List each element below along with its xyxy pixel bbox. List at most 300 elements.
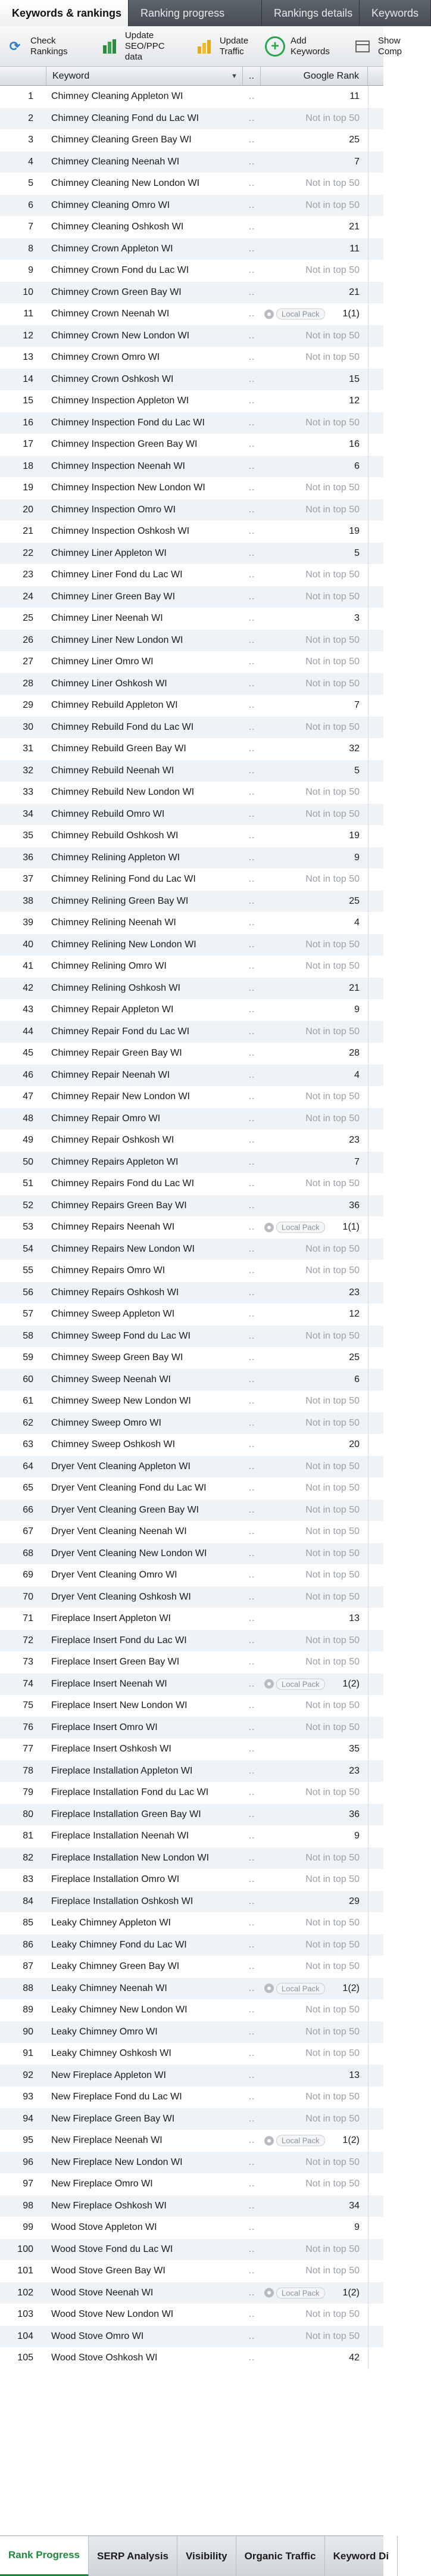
row-dots-cell[interactable]: .. [248,917,255,928]
row-dots-cell[interactable]: .. [248,461,255,471]
keyword-cell[interactable]: Wood Stove New London WI [51,2309,174,2320]
bottom-tab-organic-traffic[interactable]: Organic Traffic [236,2536,325,2576]
keyword-cell[interactable]: New Fireplace Appleton WI [51,2070,166,2080]
row-dots-cell[interactable]: .. [248,330,255,341]
keyword-cell[interactable]: Fireplace Installation Fond du Lac WI [51,1787,209,1798]
keyword-cell[interactable]: Chimney Inspection Fond du Lac WI [51,417,205,428]
row-dots-cell[interactable]: .. [248,1570,255,1581]
row-dots-cell[interactable]: .. [248,1722,255,1732]
keyword-cell[interactable]: New Fireplace Neenah WI [51,2135,163,2146]
table-row[interactable] [0,303,383,325]
table-row[interactable] [0,2282,383,2304]
table-row[interactable] [0,717,383,739]
row-dots-cell[interactable]: .. [248,439,255,450]
table-row[interactable] [0,434,383,456]
row-dots-cell[interactable]: .. [248,417,255,428]
table-row[interactable] [0,1673,383,1695]
table-row[interactable] [0,1891,383,1913]
keyword-cell[interactable]: Fireplace Installation New London WI [51,1852,210,1863]
table-row[interactable] [0,260,383,282]
table-row[interactable] [0,1564,383,1586]
table-row[interactable] [0,1434,383,1456]
row-dots-cell[interactable]: .. [248,1243,255,1254]
row-dots-cell[interactable]: .. [248,1222,255,1233]
keyword-cell[interactable]: Chimney Crown Fond du Lac WI [51,265,189,276]
table-row[interactable] [0,1934,383,1956]
keyword-cell[interactable]: Chimney Repair Green Bay WI [51,1048,182,1059]
table-row[interactable] [0,1999,383,2021]
keyword-cell[interactable]: Chimney Cleaning Oshkosh WI [51,222,184,232]
table-row[interactable] [0,1326,383,1348]
keyword-cell[interactable]: Dryer Vent Cleaning Oshkosh WI [51,1591,191,1602]
row-dots-cell[interactable]: .. [248,243,255,254]
keyword-cell[interactable]: Dryer Vent Cleaning New London WI [51,1548,207,1558]
table-row[interactable] [0,999,383,1021]
row-dots-cell[interactable]: .. [248,2048,255,2059]
add-keywords-button[interactable] [260,26,348,66]
keyword-cell[interactable]: Chimney Crown Green Bay WI [51,287,182,297]
header-google-rank-column[interactable]: Google Rank [261,67,368,85]
table-row[interactable] [0,912,383,934]
keyword-cell[interactable]: Chimney Sweep Green Bay WI [51,1352,183,1363]
row-dots-cell[interactable]: .. [248,1700,255,1711]
keyword-cell[interactable]: Chimney Liner Omro WI [51,657,154,667]
row-dots-cell[interactable]: .. [248,678,255,689]
update-traffic-button[interactable] [189,26,260,66]
keyword-cell[interactable]: Fireplace Insert Appleton WI [51,1613,171,1624]
keyword-cell[interactable]: Leaky Chimney Fond du Lac WI [51,1939,187,1950]
row-dots-cell[interactable]: .. [248,1265,255,1276]
table-row[interactable] [0,1782,383,1804]
table-row[interactable] [0,1108,383,1130]
tab-keywords-rankings[interactable]: Keywords & rankings [0,0,129,26]
table-row[interactable] [0,325,383,347]
keyword-cell[interactable]: Chimney Sweep Neenah WI [51,1374,171,1385]
row-dots-cell[interactable]: .. [248,1461,255,1471]
keyword-cell[interactable]: Chimney Relining Oshkosh WI [51,982,180,993]
row-dots-cell[interactable]: .. [248,2092,255,2102]
table-row[interactable] [0,1369,383,1391]
table-row[interactable] [0,2043,383,2065]
keyword-cell[interactable]: Chimney Relining Green Bay WI [51,895,189,906]
keyword-cell[interactable]: Leaky Chimney Appleton WI [51,1918,171,1928]
keyword-cell[interactable]: Chimney Rebuild Fond du Lac WI [51,721,194,732]
row-dots-cell[interactable]: .. [248,1396,255,1407]
row-dots-cell[interactable]: .. [248,874,255,885]
table-row[interactable] [0,1152,383,1174]
row-dots-cell[interactable]: .. [248,1657,255,1667]
table-row[interactable] [0,2130,383,2152]
keyword-cell[interactable]: Chimney Repairs Oshkosh WI [51,1287,179,1298]
table-row[interactable] [0,1456,383,1478]
row-dots-cell[interactable]: .. [248,2179,255,2189]
table-row[interactable] [0,651,383,673]
table-row[interactable] [0,934,383,956]
row-dots-cell[interactable]: .. [248,1918,255,1928]
table-row[interactable] [0,1630,383,1652]
row-dots-cell[interactable]: .. [248,135,255,145]
bottom-tab-serp-analysis[interactable]: SERP Analysis [89,2536,177,2576]
table-row[interactable] [0,108,383,130]
table-row[interactable] [0,1390,383,1413]
table-row[interactable] [0,1260,383,1282]
keyword-cell[interactable]: Chimney Repair Appleton WI [51,1004,174,1015]
row-dots-cell[interactable]: .. [248,156,255,167]
keyword-cell[interactable]: Fireplace Installation Appleton WI [51,1765,193,1776]
keyword-cell[interactable]: Chimney Inspection New London WI [51,483,205,493]
keyword-cell[interactable]: Chimney Liner New London WI [51,634,183,645]
keyword-cell[interactable]: Leaky Chimney Omro WI [51,2026,158,2037]
table-row[interactable] [0,2152,383,2174]
row-dots-cell[interactable]: .. [248,547,255,558]
keyword-cell[interactable]: Fireplace Insert Green Bay WI [51,1657,180,1667]
keyword-cell[interactable]: Chimney Rebuild Oshkosh WI [51,830,179,841]
keyword-cell[interactable]: New Fireplace New London WI [51,2157,183,2167]
row-dots-cell[interactable]: .. [248,1744,255,1754]
keyword-cell[interactable]: Chimney Cleaning Appleton WI [51,91,183,102]
keyword-cell[interactable]: Chimney Relining Appleton WI [51,852,180,863]
table-row[interactable] [0,1021,383,1043]
keyword-cell[interactable]: Chimney Liner Neenah WI [51,613,163,624]
keyword-cell[interactable]: Chimney Sweep Appleton WI [51,1309,175,1320]
keyword-cell[interactable]: Dryer Vent Cleaning Fond du Lac WI [51,1483,207,1494]
row-dots-cell[interactable]: .. [248,1135,255,1146]
table-row[interactable] [0,282,383,304]
table-row[interactable] [0,1543,383,1565]
keyword-cell[interactable]: Wood Stove Fond du Lac WI [51,2244,173,2254]
table-row[interactable] [0,390,383,412]
update-seo-ppc-button[interactable] [95,26,189,66]
keyword-cell[interactable]: Leaky Chimney New London WI [51,2005,188,2015]
bottom-tab-keyword-difficulty[interactable]: Keyword Di [325,2536,398,2576]
keyword-cell[interactable]: Wood Stove Appleton WI [51,2222,157,2233]
keyword-cell[interactable]: Chimney Inspection Green Bay WI [51,439,198,450]
keyword-cell[interactable]: Chimney Cleaning Fond du Lac WI [51,113,199,123]
keyword-cell[interactable]: Chimney Rebuild Green Bay WI [51,743,186,754]
keyword-cell[interactable]: Chimney Liner Green Bay WI [51,591,176,602]
table-row[interactable] [0,151,383,173]
table-row[interactable] [0,782,383,804]
keyword-cell[interactable]: Chimney Rebuild Neenah WI [51,765,174,776]
keyword-cell[interactable]: Dryer Vent Cleaning Neenah WI [51,1526,187,1537]
table-row[interactable] [0,1086,383,1108]
row-dots-cell[interactable]: .. [248,2070,255,2080]
table-row[interactable] [0,521,383,543]
table-row[interactable] [0,543,383,565]
row-dots-cell[interactable]: .. [248,1352,255,1363]
row-dots-cell[interactable]: .. [248,483,255,493]
header-dots-column[interactable]: .. [243,67,261,85]
table-row[interactable] [0,1347,383,1369]
row-dots-cell[interactable]: .. [248,1069,255,1080]
row-dots-cell[interactable]: .. [248,1048,255,1059]
table-row[interactable] [0,1477,383,1499]
header-number-column[interactable] [0,67,46,85]
keyword-cell[interactable]: Chimney Relining New London WI [51,939,196,950]
row-dots-cell[interactable]: .. [248,178,255,189]
row-dots-cell[interactable]: .. [248,2005,255,2015]
table-row[interactable] [0,1912,383,1934]
keyword-cell[interactable]: Chimney Sweep New London WI [51,1396,191,1407]
tab-ranking-progress[interactable]: Ranking progress [129,0,262,26]
table-row[interactable] [0,2304,383,2326]
table-row[interactable] [0,956,383,978]
table-row[interactable] [0,1695,383,1717]
row-dots-cell[interactable]: .. [248,721,255,732]
table-row[interactable] [0,1195,383,1217]
row-dots-cell[interactable]: .. [248,1200,255,1211]
table-row[interactable] [0,1173,383,1195]
row-dots-cell[interactable]: .. [248,1831,255,1841]
keyword-cell[interactable]: Fireplace Installation Oshkosh WI [51,1896,193,1906]
row-dots-cell[interactable]: .. [248,2113,255,2124]
keyword-cell[interactable]: Chimney Cleaning Neenah WI [51,156,180,167]
row-dots-cell[interactable]: .. [248,1548,255,1558]
row-dots-cell[interactable]: .. [248,1635,255,1645]
keyword-cell[interactable]: Fireplace Insert New London WI [51,1700,188,1711]
row-dots-cell[interactable]: .. [248,961,255,972]
row-dots-cell[interactable]: .. [248,2222,255,2233]
row-dots-cell[interactable]: .. [248,2331,255,2341]
table-row[interactable] [0,1738,383,1760]
keyword-cell[interactable]: Chimney Liner Appleton WI [51,547,167,558]
keyword-cell[interactable]: Fireplace Insert Neenah WI [51,1678,167,1689]
row-dots-cell[interactable]: .. [248,1026,255,1037]
table-row[interactable] [0,804,383,826]
keyword-cell[interactable]: Chimney Repairs Appleton WI [51,1156,179,1167]
row-dots-cell[interactable]: .. [248,1852,255,1863]
bottom-tab-rank-progress[interactable]: Rank Progress [0,2536,89,2576]
table-row[interactable] [0,1956,383,1978]
table-row[interactable] [0,1825,383,1847]
table-row[interactable] [0,1413,383,1435]
keyword-cell[interactable]: Fireplace Insert Omro WI [51,1722,158,1732]
table-row[interactable] [0,238,383,260]
row-dots-cell[interactable]: .. [248,2157,255,2167]
row-dots-cell[interactable]: .. [248,1330,255,1341]
table-row[interactable] [0,1043,383,1065]
row-dots-cell[interactable]: .. [248,982,255,993]
row-dots-cell[interactable]: .. [248,91,255,102]
row-dots-cell[interactable]: .. [248,657,255,667]
keyword-cell[interactable]: New Fireplace Oshkosh WI [51,2200,167,2211]
table-row[interactable] [0,1499,383,1522]
table-row[interactable] [0,2347,383,2369]
table-row[interactable] [0,825,383,847]
keyword-cell[interactable]: Chimney Repairs Omro WI [51,1265,165,1276]
row-dots-cell[interactable]: .. [248,1113,255,1124]
table-row[interactable] [0,1130,383,1152]
table-row[interactable] [0,499,383,521]
table-row[interactable] [0,608,383,630]
table-row[interactable] [0,2108,383,2130]
table-row[interactable] [0,1847,383,1869]
row-dots-cell[interactable]: .. [248,1091,255,1102]
row-dots-cell[interactable]: .. [248,2135,255,2146]
keyword-cell[interactable]: Leaky Chimney Green Bay WI [51,1961,180,1972]
table-row[interactable] [0,891,383,913]
keyword-cell[interactable]: Chimney Repair Fond du Lac WI [51,1026,190,1037]
row-dots-cell[interactable]: .. [248,2026,255,2037]
table-row[interactable] [0,2217,383,2239]
row-dots-cell[interactable]: .. [248,743,255,754]
table-row[interactable] [0,673,383,695]
keyword-cell[interactable]: Chimney Repairs Fond du Lac WI [51,1178,195,1189]
keyword-cell[interactable]: Chimney Inspection Omro WI [51,504,176,515]
row-dots-cell[interactable]: .. [248,1787,255,1798]
row-dots-cell[interactable]: .. [248,895,255,906]
row-dots-cell[interactable]: .. [248,2309,255,2320]
row-dots-cell[interactable]: .. [248,634,255,645]
keyword-cell[interactable]: Fireplace Installation Omro WI [51,1874,180,1885]
keyword-cell[interactable]: Chimney Liner Oshkosh WI [51,678,167,689]
keyword-cell[interactable]: New Fireplace Fond du Lac WI [51,2092,182,2102]
row-dots-cell[interactable]: .. [248,1678,255,1689]
table-row[interactable] [0,2239,383,2261]
bottom-tab-visibility[interactable]: Visibility [177,2536,236,2576]
table-row[interactable] [0,1586,383,1609]
keyword-cell[interactable]: Fireplace Insert Oshkosh WI [51,1744,171,1754]
keyword-cell[interactable]: Wood Stove Green Bay WI [51,2266,165,2276]
row-dots-cell[interactable]: .. [248,2266,255,2276]
keyword-cell[interactable]: Dryer Vent Cleaning Appleton WI [51,1461,190,1471]
row-dots-cell[interactable]: .. [248,2244,255,2254]
row-dots-cell[interactable]: .. [248,2353,255,2363]
table-row[interactable] [0,173,383,195]
row-dots-cell[interactable]: .. [248,1439,255,1450]
table-row[interactable] [0,738,383,760]
table-row[interactable] [0,847,383,869]
row-dots-cell[interactable]: .. [248,570,255,580]
row-dots-cell[interactable]: .. [248,1483,255,1494]
table-row[interactable] [0,630,383,652]
row-dots-cell[interactable]: .. [248,1156,255,1167]
keyword-cell[interactable]: Wood Stove Omro WI [51,2331,144,2341]
keyword-cell[interactable]: Chimney Inspection Appleton WI [51,396,189,406]
row-dots-cell[interactable]: .. [248,1287,255,1298]
table-row[interactable] [0,1869,383,1891]
header-keyword-column[interactable] [46,67,243,85]
row-dots-cell[interactable]: .. [248,700,255,711]
row-dots-cell[interactable]: .. [248,1417,255,1428]
table-row[interactable] [0,347,383,369]
row-dots-cell[interactable]: .. [248,613,255,624]
table-row[interactable] [0,195,383,217]
table-row[interactable] [0,129,383,151]
tab-keywords[interactable]: Keywords [360,0,431,26]
row-dots-cell[interactable]: .. [248,287,255,297]
table-row[interactable] [0,369,383,391]
keyword-cell[interactable]: Chimney Crown Omro WI [51,352,160,363]
row-dots-cell[interactable]: .. [248,1591,255,1602]
keyword-cell[interactable]: Chimney Inspection Oshkosh WI [51,526,190,537]
keyword-cell[interactable]: Chimney Liner Fond du Lac WI [51,570,183,580]
table-row[interactable] [0,456,383,478]
row-dots-cell[interactable]: .. [248,309,255,319]
keyword-cell[interactable]: Chimney Rebuild New London WI [51,787,195,798]
row-dots-cell[interactable]: .. [248,1004,255,1015]
table-row[interactable] [0,1651,383,1673]
table-row[interactable] [0,1978,383,2000]
table-row[interactable] [0,2173,383,2195]
table-row[interactable] [0,1282,383,1304]
table-row[interactable] [0,216,383,238]
keyword-cell[interactable]: Chimney Cleaning New London WI [51,178,200,189]
keyword-cell[interactable]: Wood Stove Neenah WI [51,2287,154,2298]
table-row[interactable] [0,2326,383,2348]
keyword-cell[interactable]: Dryer Vent Cleaning Green Bay WI [51,1504,199,1515]
keyword-cell[interactable]: Fireplace Installation Green Bay WI [51,1809,201,1819]
keyword-cell[interactable]: Dryer Vent Cleaning Omro WI [51,1570,177,1581]
keyword-cell[interactable]: Chimney Rebuild Omro WI [51,808,165,819]
keyword-cell[interactable]: Chimney Sweep Omro WI [51,1417,161,1428]
table-row[interactable] [0,2021,383,2043]
show-button[interactable] [348,26,402,66]
row-dots-cell[interactable]: .. [248,200,255,210]
table-row[interactable] [0,2086,383,2108]
table-row[interactable] [0,1303,383,1326]
table-row[interactable] [0,412,383,434]
table-row[interactable] [0,1760,383,1782]
keyword-cell[interactable]: Chimney Crown Neenah WI [51,309,170,319]
keyword-cell[interactable]: Chimney Crown Appleton WI [51,243,173,254]
row-dots-cell[interactable]: .. [248,113,255,123]
row-dots-cell[interactable]: .. [248,504,255,515]
row-dots-cell[interactable]: .. [248,396,255,406]
keyword-cell[interactable]: Chimney Relining Fond du Lac WI [51,874,196,885]
table-row[interactable] [0,1239,383,1261]
keyword-cell[interactable]: Chimney Repair Neenah WI [51,1069,170,1080]
row-dots-cell[interactable]: .. [248,765,255,776]
row-dots-cell[interactable]: .. [248,1374,255,1385]
table-row[interactable] [0,1217,383,1239]
row-dots-cell[interactable]: .. [248,808,255,819]
keyword-cell[interactable]: Fireplace Insert Fond du Lac WI [51,1635,187,1645]
table-row[interactable] [0,1065,383,1087]
keyword-cell[interactable]: Chimney Repair Oshkosh WI [51,1135,174,1146]
keyword-cell[interactable]: Chimney Relining Neenah WI [51,917,176,928]
keyword-cell[interactable]: Chimney Repair Omro WI [51,1113,161,1124]
table-row[interactable] [0,2065,383,2087]
keyword-cell[interactable]: Chimney Cleaning Green Bay WI [51,135,192,145]
keyword-cell[interactable]: Chimney Inspection Neenah WI [51,461,185,471]
keyword-cell[interactable]: Chimney Repair New London WI [51,1091,190,1102]
row-dots-cell[interactable]: .. [248,2200,255,2211]
tab-rankings-details[interactable]: Rankings details [262,0,360,26]
table-row[interactable] [0,1608,383,1630]
row-dots-cell[interactable]: .. [248,1939,255,1950]
table-row[interactable] [0,978,383,1000]
keyword-cell[interactable]: Chimney Sweep Fond du Lac WI [51,1330,190,1341]
keyword-cell[interactable]: Leaky Chimney Oshkosh WI [51,2048,171,2059]
row-dots-cell[interactable]: .. [248,830,255,841]
keyword-cell[interactable]: New Fireplace Green Bay WI [51,2113,175,2124]
row-dots-cell[interactable]: .. [248,2287,255,2298]
table-row[interactable] [0,586,383,608]
keyword-cell[interactable]: Chimney Cleaning Omro WI [51,200,170,210]
keyword-cell[interactable]: New Fireplace Omro WI [51,2179,153,2189]
row-dots-cell[interactable]: .. [248,852,255,863]
row-dots-cell[interactable]: .. [248,1961,255,1972]
table-row[interactable] [0,2260,383,2282]
row-dots-cell[interactable]: .. [248,1874,255,1885]
table-row[interactable] [0,1717,383,1739]
check-rankings-button[interactable] [0,26,95,66]
table-row[interactable] [0,477,383,499]
row-dots-cell[interactable]: .. [248,222,255,232]
keyword-cell[interactable]: Chimney Repairs Green Bay WI [51,1200,187,1211]
table-row[interactable] [0,869,383,891]
